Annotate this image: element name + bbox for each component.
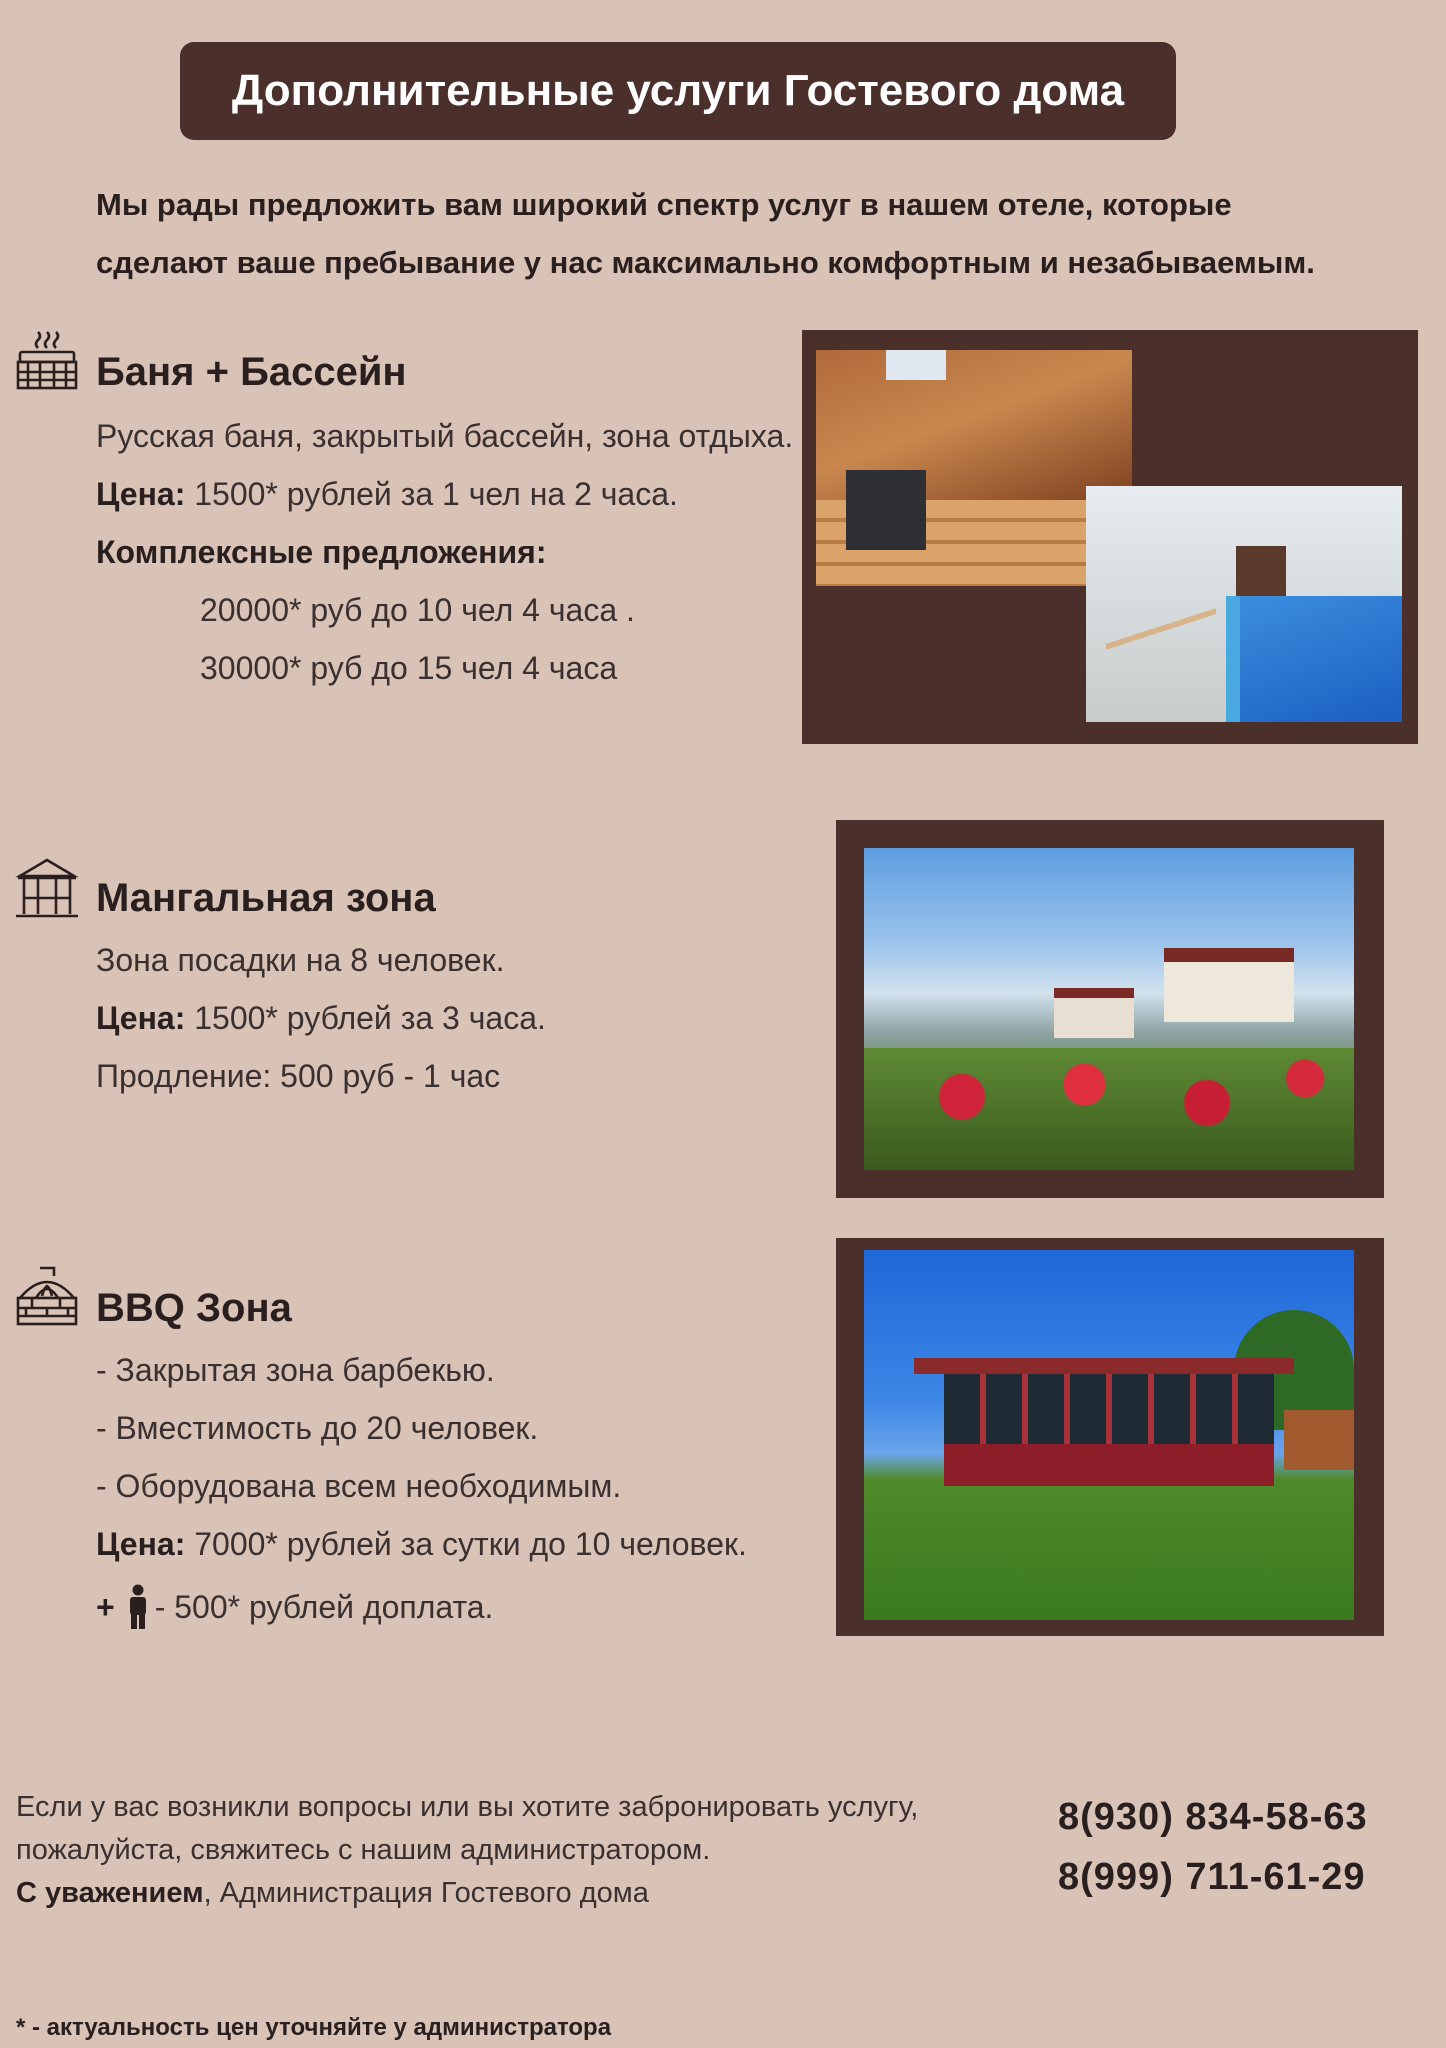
bbq-feature-3: - Оборудована всем необходимым. bbox=[96, 1468, 622, 1504]
banya-desc: Русская баня, закрытый бассейн, зона отдыха. bbox=[96, 418, 794, 454]
bbq-photo-frame bbox=[836, 1238, 1384, 1636]
bbq-extra-text: - 500* рублей доплата. bbox=[154, 1588, 494, 1625]
banya-price-value: 1500* рублей за 1 чел на 2 часа. bbox=[185, 476, 678, 512]
banya-price bbox=[96, 476, 678, 513]
intro-text bbox=[96, 176, 1396, 292]
mangal-extension: Продление: 500 руб - 1 час bbox=[96, 1058, 501, 1094]
contact-line-2: пожалуйста, свяжитесь с нашим администратором. bbox=[16, 1834, 711, 1866]
sauna-photo bbox=[816, 350, 1132, 586]
banya-offer-2: 30000* руб до 15 чел 4 часа bbox=[200, 650, 618, 686]
banya-offer-1: 20000* руб до 10 чел 4 часа . bbox=[200, 592, 635, 628]
gazebo-icon bbox=[14, 856, 80, 922]
mangal-photo-frame bbox=[836, 820, 1384, 1198]
bbq-price bbox=[96, 1526, 747, 1563]
bbq-feature-2: - Вместимость до 20 человек. bbox=[96, 1410, 539, 1446]
bbq-extra-plus: + bbox=[96, 1588, 115, 1625]
mangal-price bbox=[96, 1000, 546, 1037]
phone-2[interactable]: 8(999) 711-61-29 bbox=[1058, 1856, 1366, 1898]
page-title: Дополнительные услуги Гостевого дома bbox=[231, 66, 1125, 115]
bbq-feature-1: - Закрытая зона барбекью. bbox=[96, 1352, 495, 1388]
contact-text bbox=[16, 1786, 1026, 1915]
mangal-price-value: 1500* рублей за 3 часа. bbox=[185, 1000, 546, 1036]
oven-icon bbox=[14, 1262, 80, 1328]
contact-line-1: Если у вас возникли вопросы или вы хотите забронировать услугу, bbox=[16, 1791, 919, 1823]
person-icon bbox=[125, 1584, 151, 1630]
mangal-price-label: Цена: bbox=[96, 1000, 186, 1036]
gazebo-photo bbox=[864, 848, 1354, 1170]
pool-photo bbox=[1086, 486, 1402, 722]
sauna-icon bbox=[14, 328, 80, 394]
bbq-extra bbox=[96, 1584, 493, 1630]
phone-1[interactable]: 8(930) 834-58-63 bbox=[1058, 1796, 1368, 1838]
intro-line-2: сделают ваше пребывание у нас максимально комфортным и незабываемым. bbox=[96, 245, 1315, 280]
banya-price-label: Цена: bbox=[96, 476, 186, 512]
contact-regards: С уважением, Администрация Гостевого дома bbox=[16, 1877, 649, 1909]
bbq-price-label: Цена: bbox=[96, 1526, 186, 1562]
banya-complex-label: Комплексные предложения: bbox=[96, 534, 547, 570]
intro-line-1: Мы рады предложить вам широкий спектр услуг в нашем отеле, которые bbox=[96, 187, 1232, 222]
mangal-desc: Зона посадки на 8 человек. bbox=[96, 942, 505, 978]
bbq-title: BBQ Зона bbox=[96, 1286, 292, 1330]
page-title-banner bbox=[180, 42, 1176, 140]
mangal-title: Мангальная зона bbox=[96, 876, 436, 920]
banya-title: Баня + Бассейн bbox=[96, 350, 407, 394]
bbq-photo bbox=[864, 1250, 1354, 1620]
price-footnote: * - актуальность цен уточняйте у администратора bbox=[16, 2014, 612, 2041]
bbq-price-value: 7000* рублей за сутки до 10 человек. bbox=[185, 1526, 747, 1562]
banya-photo-frame bbox=[802, 330, 1418, 744]
